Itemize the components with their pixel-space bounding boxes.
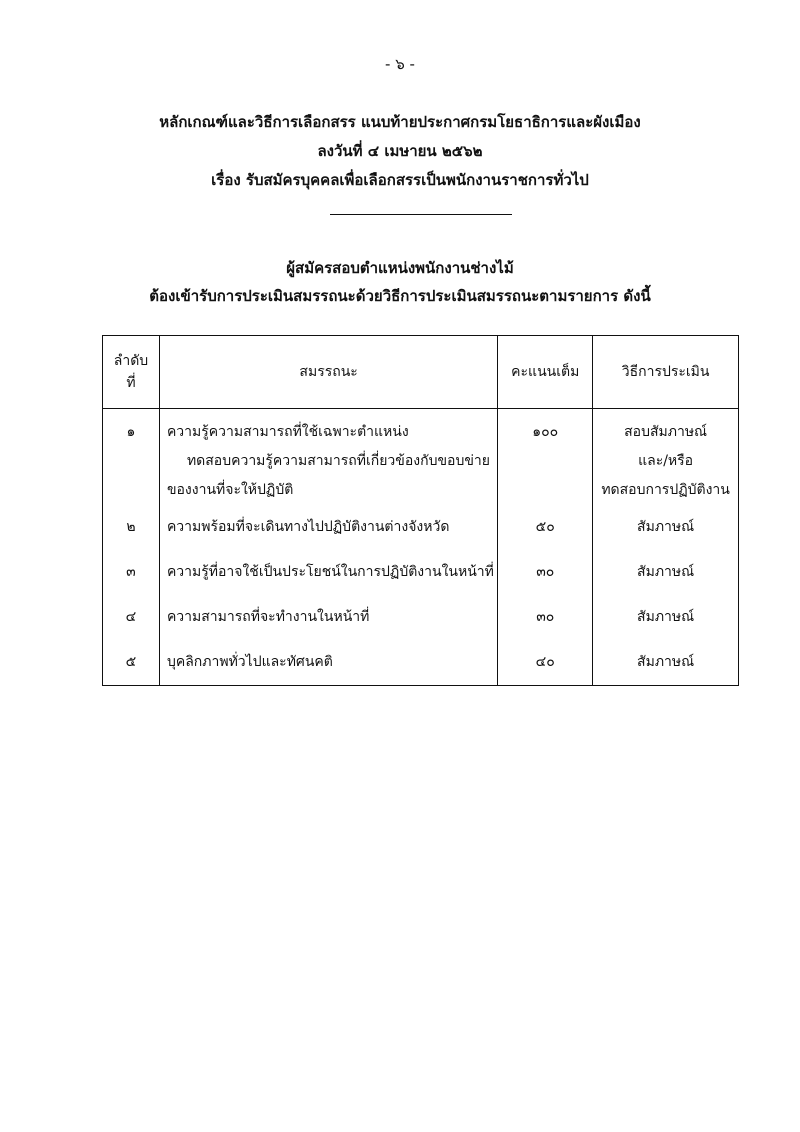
document-header (0, 108, 800, 195)
row-no: ๓ (103, 550, 160, 595)
row-no: ๒ (103, 505, 160, 550)
row-score: ๓๐ (498, 550, 593, 595)
header-full-score: คะแนนเต็ม (498, 336, 593, 409)
table-row (103, 505, 739, 550)
section-heading (0, 254, 800, 310)
row-method: สอบสัมภาษณ์ และ/หรือ ทดสอบการปฏิบัติงาน (593, 409, 739, 506)
row-competency: ความสามารถที่จะทำงานในหน้าที่ (159, 595, 497, 640)
header-divider (330, 214, 512, 215)
row-score: ๑๐๐ (498, 409, 593, 506)
section-position: ผู้สมัครสอบตำแหน่งพนักงานช่างไม้ (286, 259, 514, 277)
row-method: สัมภาษณ์ (593, 595, 739, 640)
table-row (103, 595, 739, 640)
section-instruction: ต้องเข้ารับการประเมินสมรรถนะด้วยวิธีการประเมินสมรรถนะตามรายการ ดังนี้ (149, 287, 651, 305)
header-title: หลักเกณฑ์และวิธีการเลือกสรร แนบท้ายประกาศกรมโยธาธิการและผังเมือง (159, 113, 641, 131)
table-row (103, 640, 739, 686)
table-row (103, 550, 739, 595)
row-no: ๑ (103, 409, 160, 506)
row-competency: บุคลิกภาพทั่วไปและทัศนคติ (159, 640, 497, 686)
table-row (103, 409, 739, 506)
row-method: สัมภาษณ์ (593, 550, 739, 595)
row-competency: ความพร้อมที่จะเดินทางไปปฏิบัติงานต่างจังหวัด (159, 505, 497, 550)
assessment-table (102, 335, 739, 686)
row-competency: ความรู้ที่อาจใช้เป็นประโยชน์ในการปฏิบัติงานในหน้าที่ (159, 550, 497, 595)
row-competency: ความรู้ความสามารถที่ใช้เฉพาะตำแหน่ง ทดสอบความรู้ความสามารถที่เกี่ยวข้องกับขอบข่าย ของงานที่จะให้ปฏิบัติ (159, 409, 497, 506)
row-score: ๓๐ (498, 595, 593, 640)
row-score: ๕๐ (498, 505, 593, 550)
page-number: - ๖ - (385, 55, 415, 73)
row-method: สัมภาษณ์ (593, 640, 739, 686)
header-subject: เรื่อง รับสมัครบุคคลเพื่อเลือกสรรเป็นพนักงานราชการทั่วไป (211, 171, 589, 189)
header-competency: สมรรถนะ (159, 336, 497, 409)
table-header-row (103, 336, 739, 409)
header-method: วิธีการประเมิน (593, 336, 739, 409)
row-no: ๔ (103, 595, 160, 640)
header-date: ลงวันที่ ๔ เมษายน ๒๕๖๒ (317, 142, 483, 160)
row-no: ๕ (103, 640, 160, 686)
row-score: ๔๐ (498, 640, 593, 686)
header-no: ลำดับ ที่ (103, 336, 160, 409)
row-method: สัมภาษณ์ (593, 505, 739, 550)
